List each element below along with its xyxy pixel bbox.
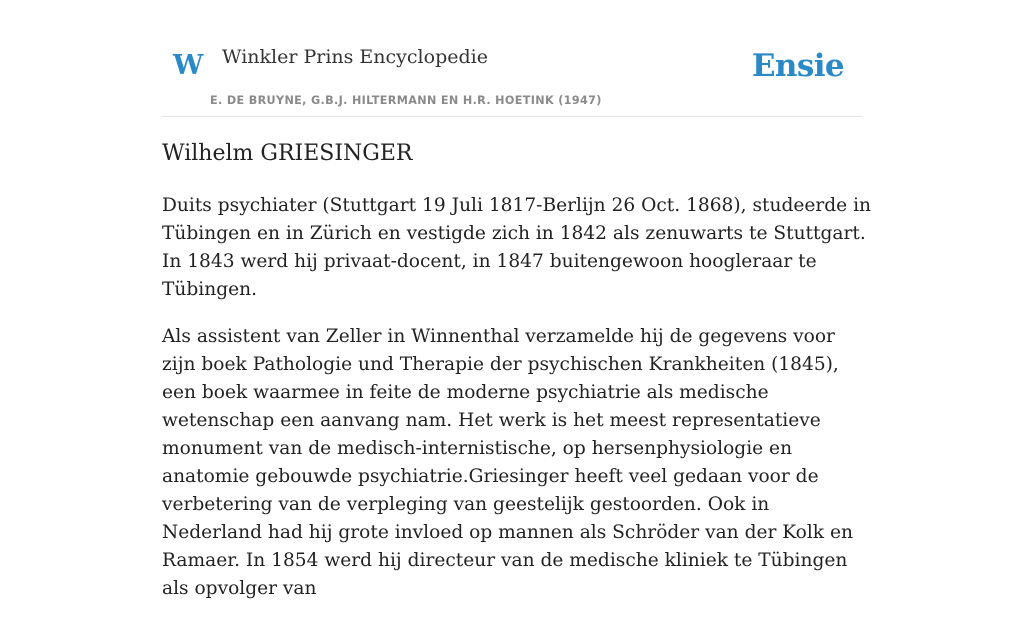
brand-logo[interactable]: Ensie (751, 48, 844, 84)
text-line: werk is het meest representatieve monument van de medisch-internistische, op (162, 410, 821, 459)
publication-logo[interactable]: W (173, 50, 204, 81)
text-line: Pathologie und Therapie der psychischen Krankheiten (1845), een boek waarmee (162, 354, 839, 403)
publication-title[interactable]: Winkler Prins Encyclopedie (222, 46, 488, 68)
article-body (162, 192, 872, 622)
text-line: Als assistent van Zeller in Winnenthal verzamelde hij de gegevens voor zijn boek (162, 326, 835, 375)
text-line: had hij grote invloed op mannen als Schröder van der Kolk en Ramaer. In 1854 (162, 522, 853, 571)
article-title: Wilhelm GRIESINGER (162, 141, 413, 166)
paragraph (162, 192, 872, 304)
paragraph (162, 323, 872, 603)
text-line: Tübingen en in Zürich en vestigde zich in 1842 als zenuwarts te Stuttgart. In 1843 (162, 223, 866, 272)
text-line: werd hij directeur van de medische kliniek te Tübingen als opvolger van (162, 550, 848, 599)
text-line: in feite de moderne psychiatrie als medische wetenschap een aanvang nam. Het (162, 382, 769, 431)
text-line: Duits psychiater (Stuttgart 19 Juli 1817-Berlijn 26 Oct. 1868), studeerde in (162, 195, 871, 216)
text-line: hersenphysiologie en anatomie gebouwde psychiatrie.Griesinger heeft veel gedaan (162, 438, 793, 487)
site-header (162, 0, 862, 117)
publication-authors: E. DE BRUYNE, G.B.J. HILTERMANN EN H.R. HOETINK (1947) (210, 94, 602, 107)
text-line: voor de verbetering van de verpleging van geestelijk gestoorden. Ook in Nederland (162, 466, 819, 543)
text-line: werd hij privaat-docent, in 1847 buitengewoon hoogleraar te Tübingen. (162, 251, 817, 300)
